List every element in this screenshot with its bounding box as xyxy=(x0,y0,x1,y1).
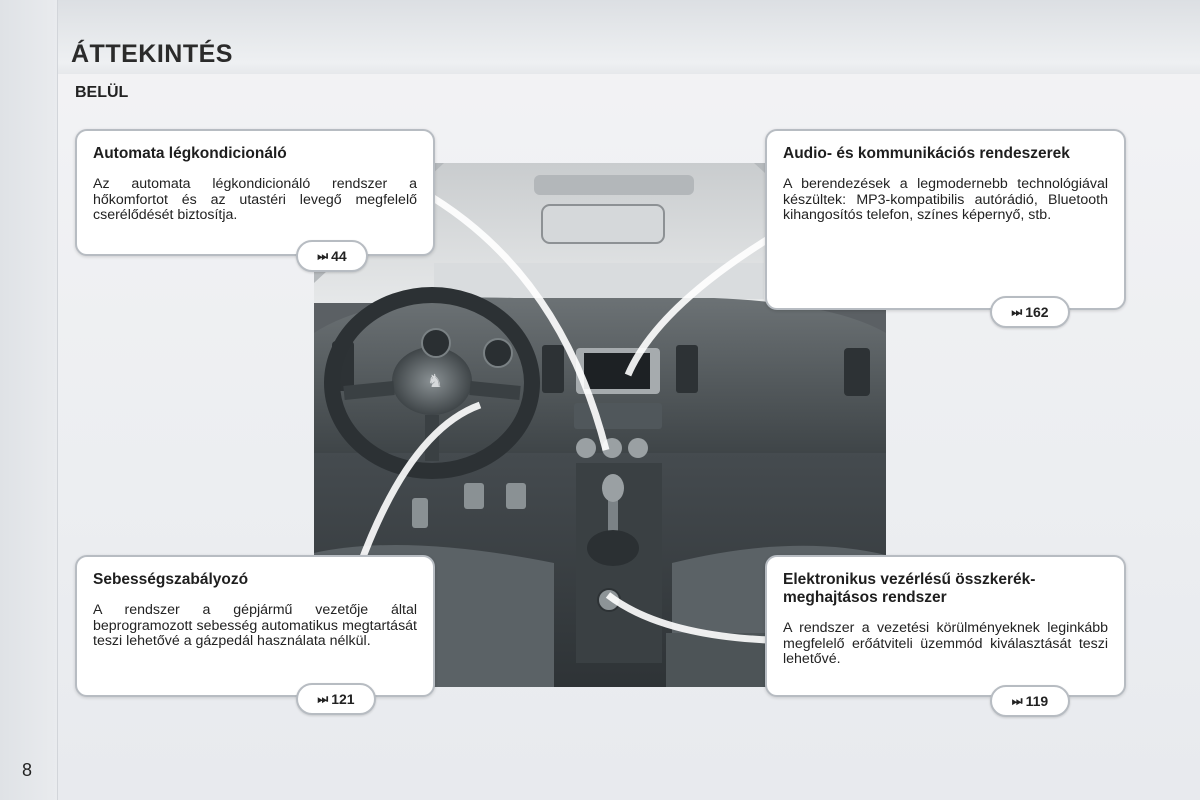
callout-body: Az automata légkondicionáló rendszer a hőkomfortot és az utastéri levegő megfelelő cserélődését biztosítja. xyxy=(93,176,417,223)
page-ref-climate[interactable] xyxy=(296,240,368,272)
skip-forward-icon: ⏭ xyxy=(317,248,327,263)
page-ref-awd[interactable] xyxy=(990,685,1070,717)
skip-forward-icon: ⏭ xyxy=(317,691,327,706)
skip-forward-icon: ⏭ xyxy=(1011,693,1021,708)
skip-forward-icon: ⏭ xyxy=(1011,304,1021,319)
callout-cruise-control xyxy=(75,555,435,697)
callout-awd-system xyxy=(765,555,1126,697)
page-margin-strip xyxy=(0,0,58,800)
callout-body: A berendezések a legmodernebb technológiával készültek: MP3-kompatibilis autórádió, Bluetooth kihangosítós telefon, színes képernyő, stb. xyxy=(783,176,1108,223)
page-ref-number: 121 xyxy=(331,691,355,707)
section-subtitle: BELÜL xyxy=(75,84,129,101)
callout-climate-control xyxy=(75,129,435,256)
page-ref-number: 119 xyxy=(1025,693,1049,709)
callout-heading: Automata légkondicionáló xyxy=(93,145,287,162)
callout-heading: Sebességszabályozó xyxy=(93,571,249,588)
callout-body: A rendszer a vezetési körülményeknek leginkább megfelelő erőátviteli üzemmód kiválasztását teszi lehetővé. xyxy=(783,620,1108,667)
callout-audio-communication xyxy=(765,129,1126,310)
callout-heading: Elektronikus vezérlésű összkerék-meghajtásos rendszer xyxy=(783,571,1036,606)
svg-text:♞: ♞ xyxy=(427,371,444,392)
page-number: 8 xyxy=(22,760,33,780)
page-ref-audio[interactable] xyxy=(990,296,1070,328)
callout-heading: Audio- és kommunikációs rendeszerek xyxy=(783,145,1070,162)
page-ref-number: 44 xyxy=(331,248,347,264)
page-title: ÁTTEKINTÉS xyxy=(71,40,233,68)
callout-body: A rendszer a gépjármű vezetője által beprogramozott sebesség automatikus megtartását teszi lehetővé a gázpedál használata nélkül. xyxy=(93,602,417,649)
page-ref-cruise[interactable] xyxy=(296,683,376,715)
page-ref-number: 162 xyxy=(1025,304,1049,320)
